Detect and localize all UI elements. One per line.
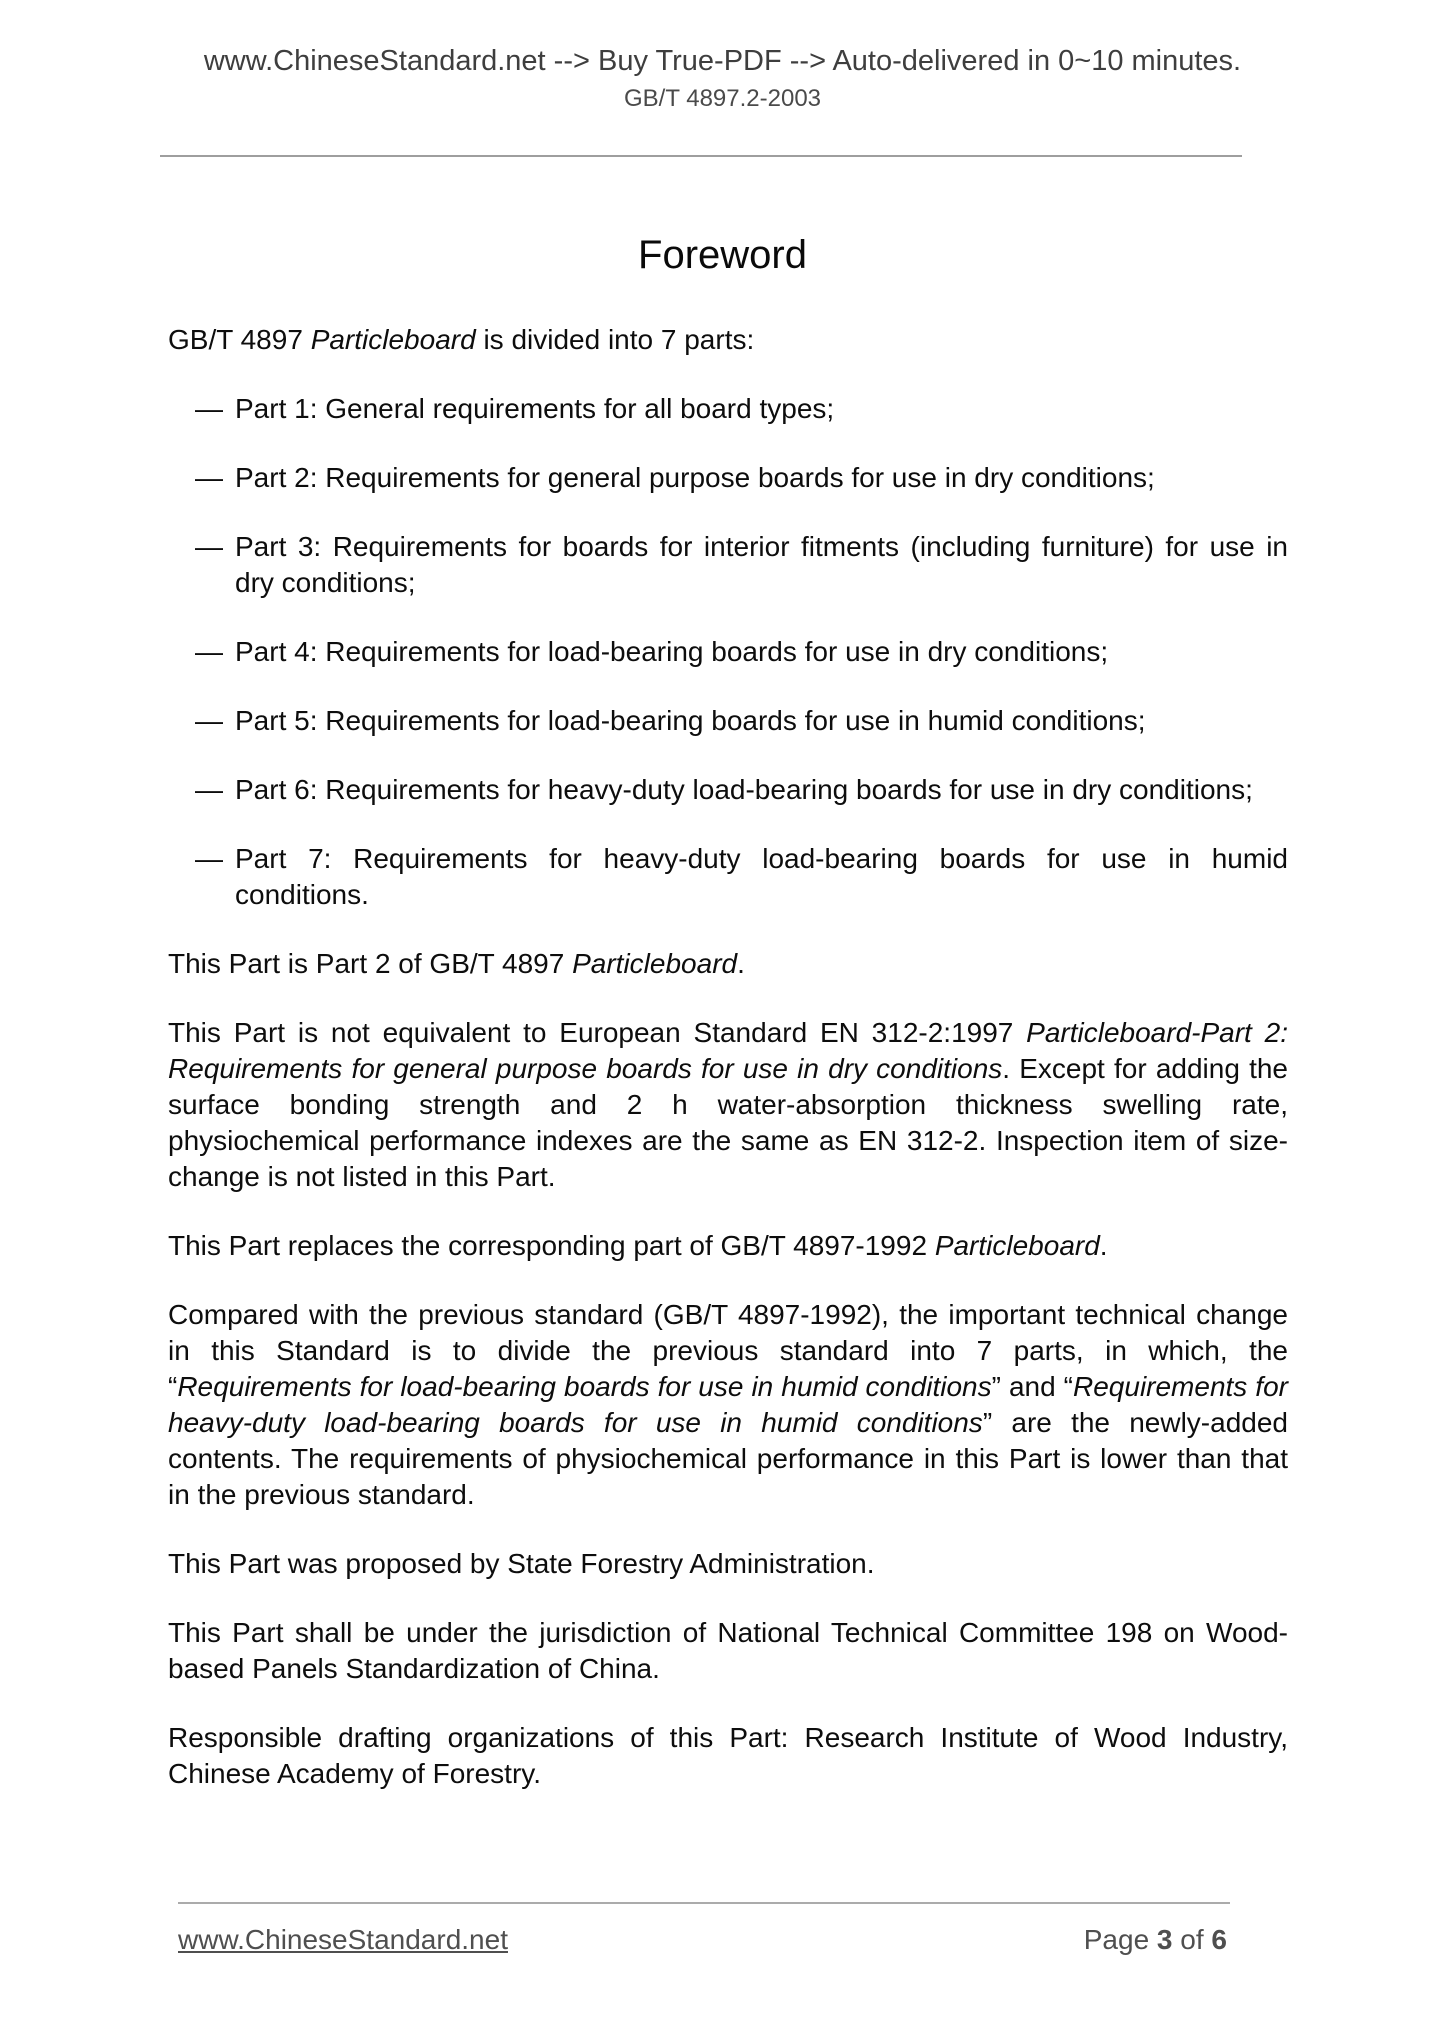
page-header (0, 0, 1445, 114)
text-run: ” are the newly-added contents. The requirements of physiochemical performance in this Part is lower than that in the previous standard. (168, 1407, 1288, 1510)
em-dash: — (195, 705, 223, 736)
list-item-text: Part 1: General requirements for all board types; (235, 393, 835, 424)
paragraph-compared (168, 1297, 1288, 1513)
document-number: GB/T 4897.2-2003 (623, 85, 822, 112)
text-run: 3 (1156, 1924, 1173, 1955)
page-title: Foreword (638, 233, 807, 277)
text-run: Particleboard (934, 1230, 1100, 1261)
text-run: This Part is not equivalent to European Standard EN 312-2:1997 (168, 1017, 1027, 1048)
list-item (168, 841, 1288, 913)
text-run: Particleboard (310, 324, 476, 355)
text-run: of (1172, 1924, 1212, 1955)
list-item-text: Part 6: Requirements for heavy-duty load-bearing boards for use in dry conditions; (235, 774, 1253, 805)
paragraph-drafting: Responsible drafting organizations of this Part: Research Institute of Wood Industry, Chinese Academy of Forestry. (168, 1722, 1288, 1789)
text-run: Compared with the previous standard (GB/T 4897-1992), the important technical change in this Standard is to divide the previous standard into 7 parts, in which, the “ (168, 1299, 1288, 1402)
text-run: GB/T 4897 (168, 324, 311, 355)
header-url-line: www.ChineseStandard.net --> Buy True-PDF --> Auto-delivered in 0~10 minutes. (203, 45, 1242, 77)
text-run: . (1099, 1230, 1108, 1261)
list-item-text: Part 4: Requirements for load-bearing boards for use in dry conditions; (235, 636, 1109, 667)
em-dash: — (195, 774, 223, 805)
text-run: . (737, 948, 745, 979)
list-item (168, 634, 1288, 670)
list-item-text: Part 7: Requirements for heavy-duty load-bearing boards for use in humid conditions. (235, 843, 1288, 910)
text-run: ” and “ (991, 1371, 1073, 1402)
text-run: Requirements for heavy-duty load-bearing boards for use in humid conditions (168, 1371, 1288, 1438)
paragraph-replaces (168, 1228, 1288, 1264)
header-divider (160, 155, 1242, 157)
em-dash: — (195, 531, 223, 562)
text-run: This Part is Part 2 of GB/T 4897 (168, 948, 573, 979)
paragraph-jurisdiction: This Part shall be under the jurisdiction of National Technical Committee 198 on Wood-based Panels Standardization of China. (168, 1617, 1288, 1684)
text-run: Particleboard-Part 2: Requirements for general purpose boards for use in dry conditions (168, 1017, 1288, 1084)
text-run: . Except for adding the surface bonding strength and 2 h water-absorption thickness swelling rate, physiochemical performance indexes are the same as EN 312-2. Inspection item of size-change is not listed in this Part. (168, 1053, 1288, 1192)
paragraph-proposed: This Part was proposed by State Forestry Administration. (168, 1548, 875, 1579)
foreword-content (168, 322, 1288, 1792)
list-item (168, 391, 1288, 427)
list-item (168, 703, 1288, 739)
text-run: Requirements for load-bearing boards for use in humid conditions (177, 1371, 992, 1402)
em-dash: — (195, 843, 223, 874)
footer-divider (178, 1902, 1230, 1904)
list-item (168, 529, 1288, 601)
em-dash: — (195, 462, 223, 493)
text-run: This Part replaces the corresponding part of GB/T 4897-1992 (168, 1230, 935, 1261)
list-item-text: Part 2: Requirements for general purpose boards for use in dry conditions; (235, 462, 1155, 493)
foreword-intro (168, 322, 1288, 358)
page-indicator (1084, 1923, 1227, 1957)
footer-site-link[interactable]: www.ChineseStandard.net (178, 1924, 508, 1955)
paragraph-part2 (168, 946, 1288, 982)
list-item-text: Part 5: Requirements for load-bearing boards for use in humid conditions; (235, 705, 1146, 736)
list-item-text: Part 3: Requirements for boards for interior fitments (including furniture) for use in dry conditions; (235, 531, 1288, 598)
em-dash: — (195, 636, 223, 667)
page-footer (178, 1923, 1227, 1957)
list-item (168, 772, 1288, 808)
text-run: 6 (1211, 1924, 1227, 1955)
text-run: Particleboard (572, 948, 738, 979)
paragraph-equivalence (168, 1015, 1288, 1195)
list-item (168, 460, 1288, 496)
text-run: Page (1083, 1924, 1157, 1955)
text-run: is divided into 7 parts: (475, 324, 755, 355)
parts-list (168, 391, 1288, 913)
em-dash: — (195, 393, 223, 424)
